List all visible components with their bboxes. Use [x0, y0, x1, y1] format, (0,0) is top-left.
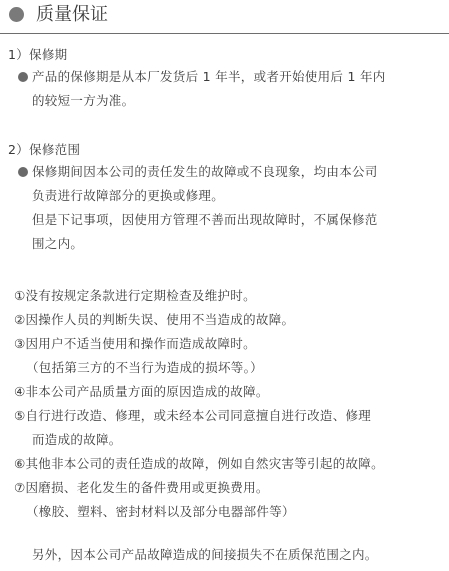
warranty-scope-text-line-3: 但是下记事项，因使用方管理不善而出现故障时，不属保修范 — [32, 212, 378, 227]
exclusion-item-7: ⑦因磨损、老化发生的备件费用或更换费用。 — [14, 480, 269, 495]
header-bullet-icon — [9, 7, 24, 22]
bullet-icon — [18, 167, 28, 177]
warranty-period-text-line-1: 产品的保修期是从本厂发货后 1 年半，或者开始使用后 1 年内 — [32, 69, 386, 84]
header-divider — [0, 33, 449, 34]
warranty-scope-text-line-4: 围之内。 — [32, 236, 84, 251]
warranty-period-text-line-2: 的较短一方为准。 — [32, 93, 135, 108]
exclusion-item-1: ①没有按规定条款进行定期检查及维护时。 — [14, 288, 256, 303]
exclusion-item-5: ⑤自行进行改造、修理，或未经本公司同意擅自进行改造、修理 — [14, 408, 372, 423]
exclusion-item-2: ②因操作人员的判断失误、使用不当造成的故障。 — [14, 312, 295, 327]
exclusion-item-4: ④非本公司产品质量方面的原因造成的故障。 — [14, 384, 269, 399]
warranty-scope-text-line-1: 保修期间因本公司的责任发生的故障或不良现象，均由本公司 — [32, 164, 378, 179]
footer-note: 另外，因本公司产品故障造成的间接损失不在质保范围之内。 — [32, 547, 378, 562]
exclusion-item-3-note: （包括第三方的不当行为造成的损坏等。） — [26, 360, 263, 375]
page-title: 质量保证 — [36, 4, 108, 25]
exclusion-item-3: ③因用户不适当使用和操作而造成故障时。 — [14, 336, 256, 351]
exclusion-item-5-continued: 而造成的故障。 — [32, 432, 122, 447]
section-heading-warranty-period: 1）保修期 — [8, 47, 68, 62]
exclusion-item-6: ⑥其他非本公司的责任造成的故障，例如自然灾害等引起的故障。 — [14, 456, 384, 471]
bullet-icon — [18, 72, 28, 82]
exclusion-item-7-note: （橡胶、塑料、密封材料以及部分电器部件等） — [26, 504, 295, 519]
section-heading-warranty-scope: 2）保修范围 — [8, 142, 81, 157]
warranty-scope-text-line-2: 负责进行故障部分的更换或修理。 — [32, 188, 225, 203]
